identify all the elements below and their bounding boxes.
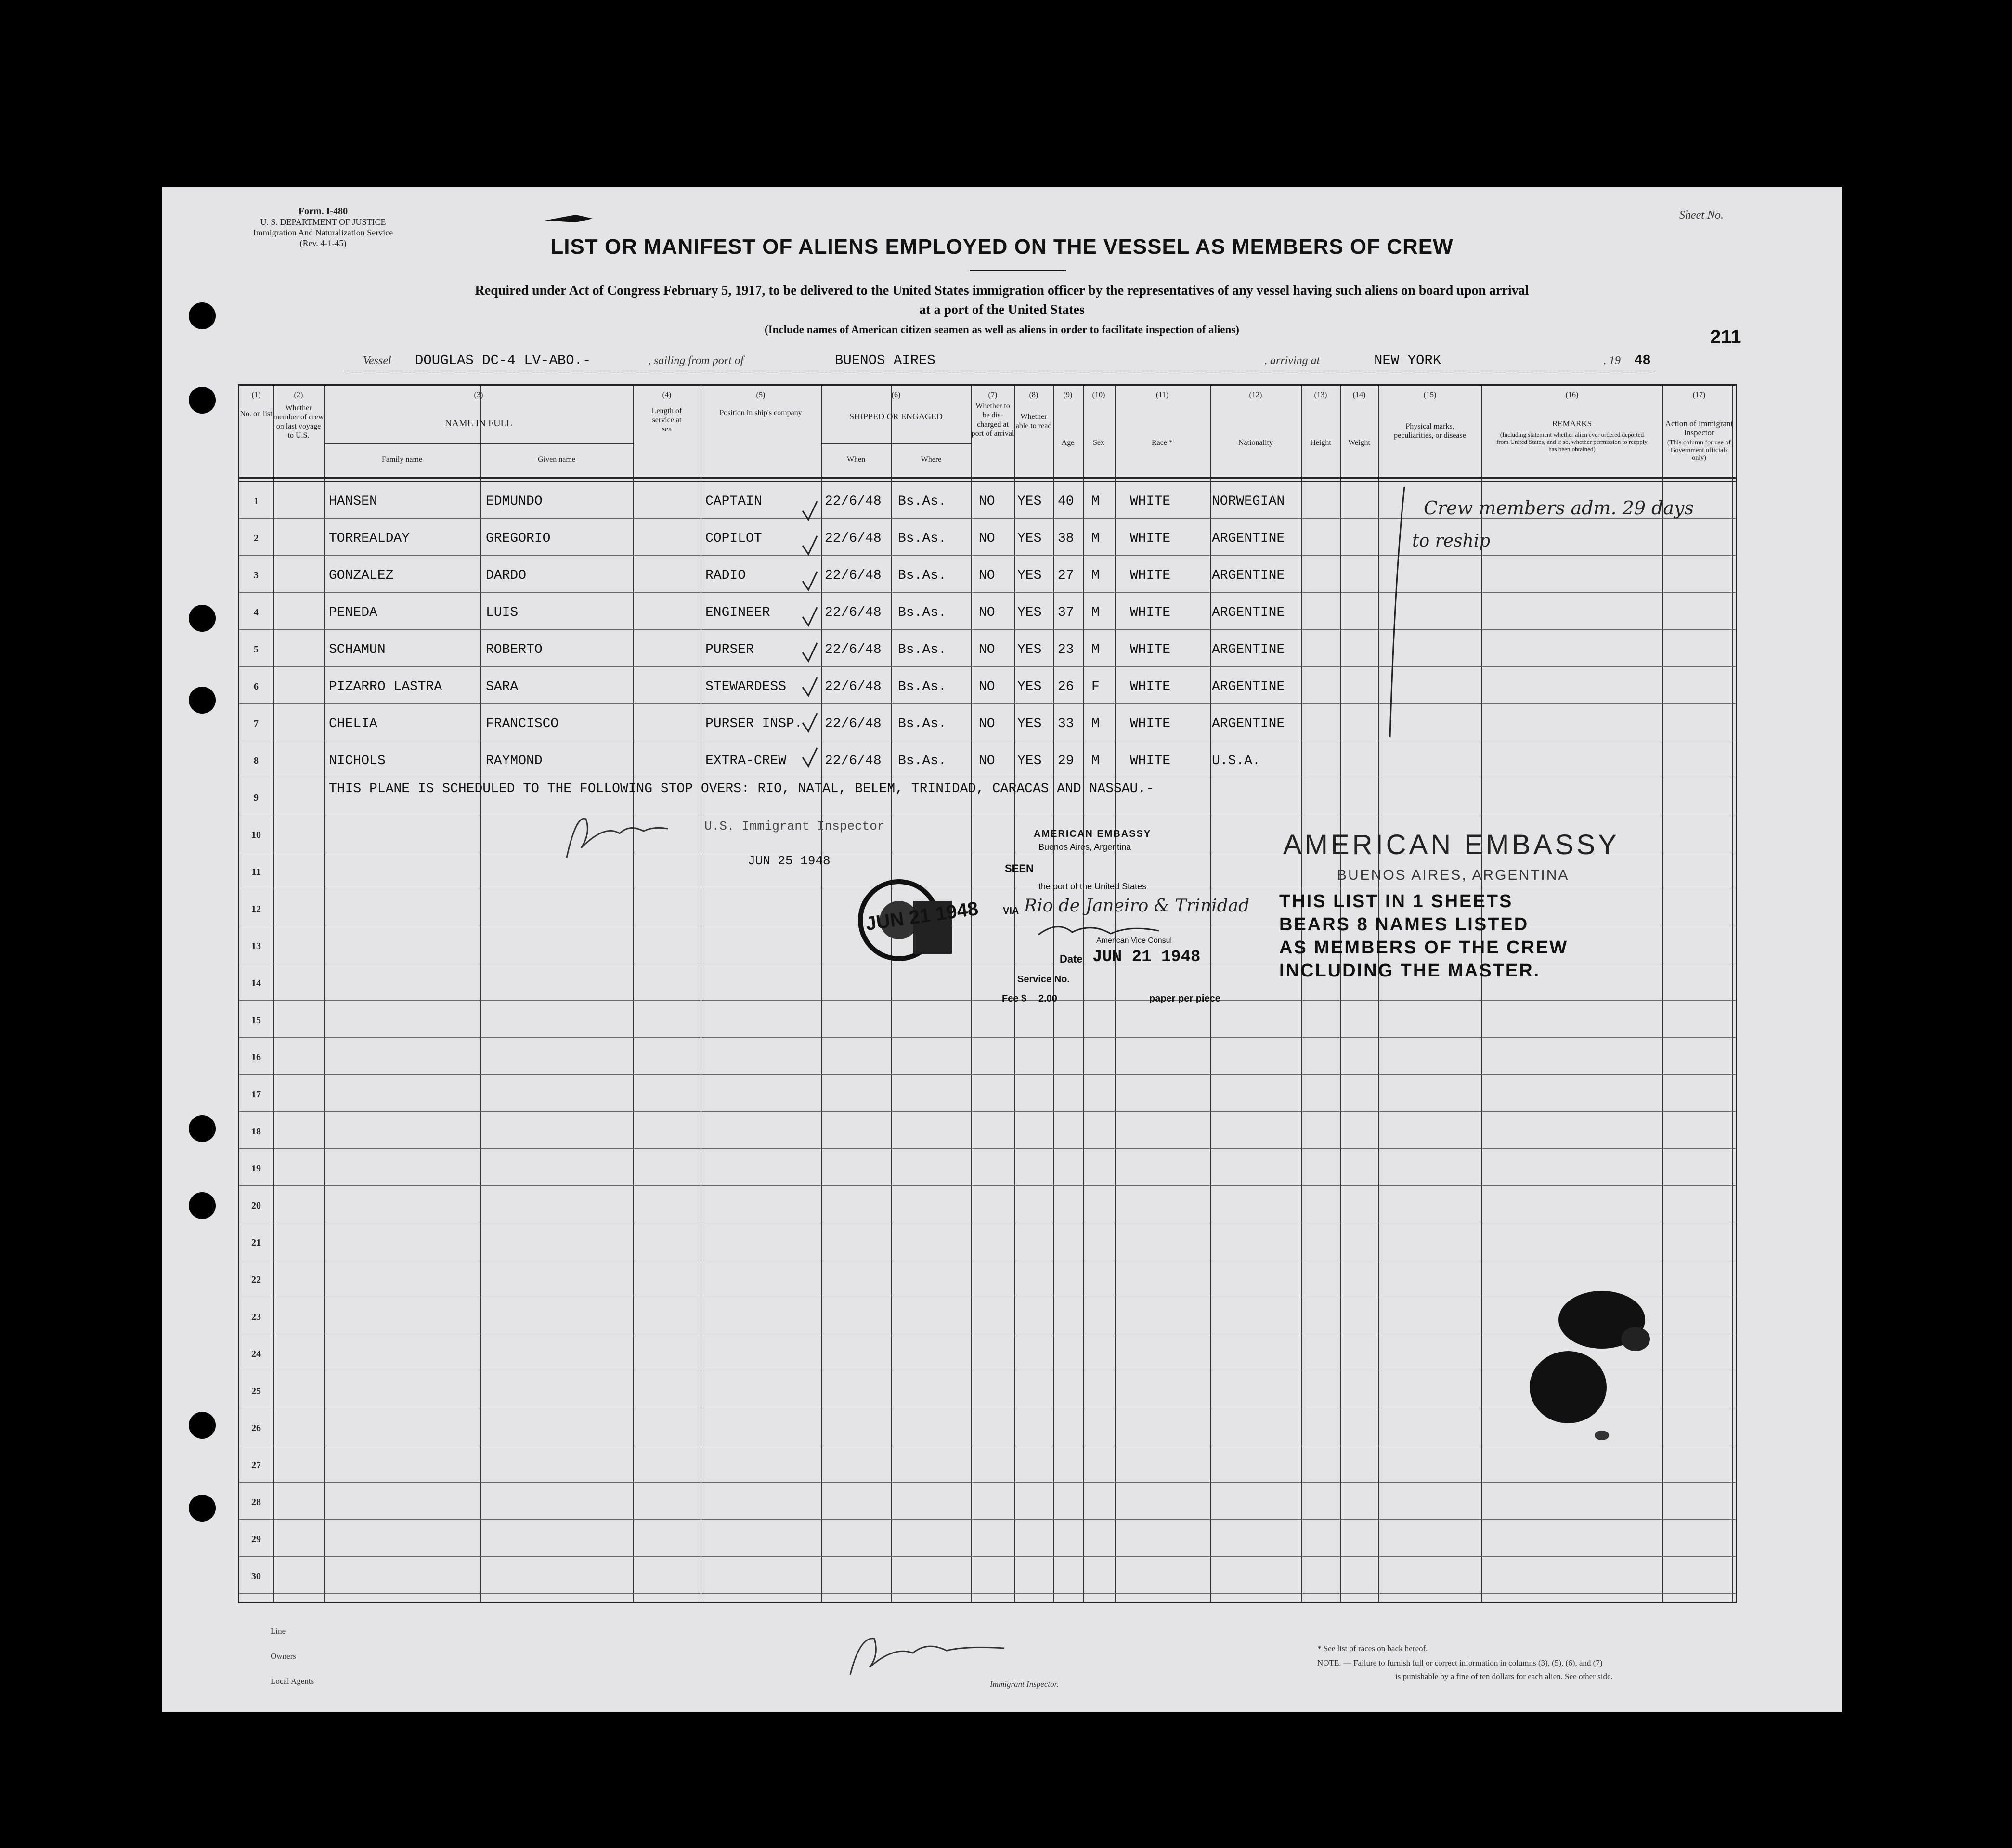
col-3b-header: Given name (538, 455, 575, 464)
footer-inspector-signature (841, 1627, 1014, 1679)
crew-read-cell: YES (1017, 494, 1042, 509)
form-revision: (Rev. 4-1-45) (299, 238, 347, 248)
crew-age-cell: 40 (1058, 494, 1074, 509)
crew-age-cell: 29 (1058, 754, 1074, 768)
crew-race-cell: WHITE (1130, 716, 1171, 731)
col-4-header: (4) Length of service at sea (651, 391, 682, 433)
crew-race-cell: WHITE (1130, 754, 1171, 768)
crew-given-cell: GREGORIO (486, 531, 551, 546)
crew-age-cell: 37 (1058, 605, 1074, 620)
row-number: 13 (251, 941, 261, 951)
row-number: 11 (251, 867, 261, 877)
arrow-mark (542, 210, 595, 229)
consular-fee-rest: paper per piece (1149, 993, 1220, 1004)
footer-note-fine-1: NOTE. — Failure to furnish full or correct information in columns (3), (5), (6), and (7) (1317, 1658, 1603, 1667)
consular-seen: SEEN (1005, 862, 1034, 874)
col-15-header: (15) Physical marks, peculiarities, or disease (1394, 391, 1466, 440)
manifest-table (238, 384, 1737, 1603)
crew-family-cell: CHELIA (329, 716, 377, 731)
row-9-note: THIS PLANE IS SCHEDULED TO THE FOLLOWING STOP OVERS: RIO, NATAL, BELEM, TRINIDAD, CARACAS AND NASSAU.- (329, 781, 1154, 796)
arrival-port: NEW YORK (1374, 352, 1441, 368)
col-6a-header: When (846, 455, 866, 464)
crew-read-cell: YES (1017, 568, 1042, 583)
crew-age-cell: 33 (1058, 716, 1074, 731)
sailing-label: , sailing from port of (648, 354, 744, 367)
crew-given-cell: ROBERTO (486, 642, 543, 657)
crew-given-cell: EDMUNDO (486, 494, 543, 509)
crew-where-cell: Bs.As. (898, 716, 947, 731)
row-number: 8 (254, 755, 259, 766)
crew-where-cell: Bs.As. (898, 642, 947, 657)
crew-family-cell: HANSEN (329, 494, 377, 509)
crew-position-cell: PURSER INSP. (705, 716, 803, 731)
consular-date-label: Date (1060, 953, 1083, 965)
col-3a-header: Family name (382, 455, 422, 464)
row-number: 1 (254, 496, 259, 507)
row-number: 9 (254, 793, 259, 803)
page-number: 211 (1710, 326, 1741, 348)
crew-position-cell: STEWARDESS (705, 679, 787, 694)
row-rule (239, 555, 1736, 556)
crew-nationality-cell: ARGENTINE (1212, 642, 1285, 657)
row-number: 15 (251, 1015, 261, 1026)
crew-race-cell: WHITE (1130, 568, 1171, 583)
crew-given-cell: DARDO (486, 568, 527, 583)
row-number: 17 (251, 1089, 261, 1100)
crew-nationality-cell: ARGENTINE (1212, 568, 1285, 583)
header-rule-2 (239, 481, 1736, 482)
row-number: 23 (251, 1312, 261, 1322)
crew-age-cell: 38 (1058, 531, 1074, 546)
crew-discharge-cell: NO (979, 605, 995, 620)
crew-nationality-cell: ARGENTINE (1212, 716, 1285, 731)
crew-discharge-cell: NO (979, 531, 995, 546)
consular-city: Buenos Aires, Argentina (1038, 842, 1131, 852)
crew-when-cell: 22/6/48 (825, 531, 882, 546)
crew-when-cell: 22/6/48 (825, 642, 882, 657)
seal-date: JUN 21 1948 (864, 898, 980, 935)
crew-nationality-cell: NORWEGIAN (1212, 494, 1285, 509)
col-1-header: (1) No. on list (240, 391, 273, 418)
arriving-label: , arriving at (1264, 354, 1320, 367)
punch-hole (189, 1412, 216, 1439)
crew-position-cell: EXTRA-CREW (705, 754, 787, 768)
crew-when-cell: 22/6/48 (825, 716, 882, 731)
crew-sex-cell: M (1091, 716, 1100, 731)
row-number: 10 (251, 830, 261, 840)
embassy-stamp-line-2: BUENOS AIRES, ARGENTINA (1337, 867, 1570, 883)
embassy-stamp-line-3: THIS LIST IN 1 SHEETS (1279, 891, 1513, 911)
col-10-header: (10) Sex (1092, 391, 1105, 447)
row-rule (239, 1593, 1736, 1594)
crew-read-cell: YES (1017, 754, 1042, 768)
crew-when-cell: 22/6/48 (825, 754, 882, 768)
punch-hole (189, 605, 216, 632)
row-number: 6 (254, 681, 259, 692)
row-number: 22 (251, 1275, 261, 1285)
col-5-header: (5) Position in ship's company (719, 391, 802, 417)
row-rule (239, 666, 1736, 667)
footer-agents-label: Local Agents (271, 1677, 314, 1686)
ink-blots (1510, 1276, 1703, 1469)
crew-age-cell: 26 (1058, 679, 1074, 694)
col-6b-header: Where (921, 455, 942, 464)
crew-where-cell: Bs.As. (898, 754, 947, 768)
punch-hole (189, 1115, 216, 1142)
consular-fee: 2.00 (1038, 993, 1057, 1004)
col-13-header: (13) Height (1310, 391, 1331, 447)
row-rule (239, 703, 1736, 704)
header-rule (239, 477, 1736, 479)
col-8-header: (8) Whether able to read (1015, 391, 1052, 430)
remarks-handwriting-1: Crew members adm. 29 days (1424, 497, 1694, 519)
row-rule (239, 1037, 1736, 1038)
punch-hole (189, 687, 216, 714)
remarks-handwriting-2: to reship (1412, 531, 1491, 551)
footer-line-label: Line (271, 1627, 286, 1636)
crew-nationality-cell: ARGENTINE (1212, 531, 1285, 546)
row-rule (239, 1074, 1736, 1075)
footer-note-races: * See list of races on back hereof. (1317, 1644, 1428, 1653)
row-number: 26 (251, 1423, 261, 1433)
footer-inspector-label: Immigrant Inspector. (990, 1679, 1059, 1689)
crew-where-cell: Bs.As. (898, 531, 947, 546)
col-9-header: (9) Age (1061, 391, 1075, 447)
crew-family-cell: TORREALDAY (329, 531, 410, 546)
crew-where-cell: Bs.As. (898, 568, 947, 583)
vice-consul-label: American Vice Consul (1096, 937, 1172, 945)
crew-nationality-cell: ARGENTINE (1212, 679, 1285, 694)
row-number: 3 (254, 570, 259, 581)
row-rule (239, 592, 1736, 593)
row-number: 16 (251, 1052, 261, 1063)
requirement-line-1: Required under Act of Congress February 5, 1917, to be delivered to the United States immigration officer by the representatives of any vessel having such aliens on board upon arrival (475, 283, 1529, 298)
sheet-number-label: Sheet No. (1679, 209, 1724, 221)
crew-when-cell: 22/6/48 (825, 605, 882, 620)
embassy-stamp-line-6: INCLUDING THE MASTER. (1279, 961, 1541, 981)
crew-sex-cell: F (1091, 679, 1100, 694)
crew-when-cell: 22/6/48 (825, 494, 882, 509)
crew-where-cell: Bs.As. (898, 679, 947, 694)
footer-owners-label: Owners (271, 1652, 296, 1661)
crew-position-cell: ENGINEER (705, 605, 770, 620)
punch-hole (189, 387, 216, 414)
crew-sex-cell: M (1091, 531, 1100, 546)
col-7-header: (7) Whether to be dis-charged at port of arrival (971, 391, 1014, 438)
crew-race-cell: WHITE (1130, 605, 1171, 620)
crew-family-cell: GONZALEZ (329, 568, 394, 583)
row-rule (239, 1000, 1736, 1001)
crew-read-cell: YES (1017, 716, 1042, 731)
row-number: 7 (254, 718, 259, 729)
crew-race-cell: WHITE (1130, 494, 1171, 509)
crew-read-cell: YES (1017, 642, 1042, 657)
crew-race-cell: WHITE (1130, 679, 1171, 694)
row-rule (239, 1185, 1736, 1186)
col-14-header: (14) Weight (1348, 391, 1370, 447)
crew-position-cell: CAPTAIN (705, 494, 762, 509)
row-number: 18 (251, 1126, 261, 1137)
row-number: 21 (251, 1237, 261, 1248)
consular-to-us: the port of the United States (1038, 882, 1147, 891)
crew-age-cell: 23 (1058, 642, 1074, 657)
row-number: 4 (254, 607, 259, 618)
row-number: 27 (251, 1460, 261, 1471)
crew-sex-cell: M (1091, 494, 1100, 509)
crew-sex-cell: M (1091, 605, 1100, 620)
vessel-label: Vessel (363, 354, 391, 367)
vessel-name: DOUGLAS DC-4 LV-ABO.- (415, 352, 591, 368)
crew-discharge-cell: NO (979, 679, 995, 694)
row-rule (239, 629, 1736, 630)
crew-discharge-cell: NO (979, 494, 995, 509)
crew-read-cell: YES (1017, 531, 1042, 546)
consular-via-label: VIA (1003, 906, 1019, 916)
title-rule (970, 270, 1066, 271)
col-11-header: (11) Race * (1152, 391, 1173, 447)
row-number: 12 (251, 904, 261, 914)
form-service: Immigration And Naturalization Service (253, 228, 393, 237)
crew-given-cell: SARA (486, 679, 519, 694)
col-6-header: (6) SHIPPED OR ENGAGED (849, 391, 943, 421)
crew-sex-cell: M (1091, 568, 1100, 583)
year-value: 48 (1634, 352, 1651, 368)
row-number: 29 (251, 1534, 261, 1545)
crew-position-cell: RADIO (705, 568, 746, 583)
crew-discharge-cell: NO (979, 716, 995, 731)
requirement-line-2: at a port of the United States (919, 302, 1085, 317)
row-number: 25 (251, 1386, 261, 1396)
crew-age-cell: 27 (1058, 568, 1074, 583)
crew-family-cell: SCHAMUN (329, 642, 386, 657)
crew-race-cell: WHITE (1130, 642, 1171, 657)
sailing-port: BUENOS AIRES (835, 352, 935, 368)
crew-nationality-cell: U.S.A. (1212, 754, 1260, 768)
crew-where-cell: Bs.As. (898, 494, 947, 509)
footer-note-fine-2: is punishable by a fine of ten dollars for each alien. See other side. (1395, 1672, 1613, 1681)
crew-family-cell: NICHOLS (329, 754, 386, 768)
crew-position-cell: PURSER (705, 642, 754, 657)
row-number: 20 (251, 1200, 261, 1211)
row-rule (239, 1556, 1736, 1557)
col-12-header: (12) Nationality (1238, 391, 1273, 447)
row-rule (239, 1148, 1736, 1149)
row-number: 19 (251, 1163, 261, 1174)
crew-position-cell: COPILOT (705, 531, 762, 546)
embassy-stamp-line-1: AMERICAN EMBASSY (1283, 829, 1620, 860)
crew-race-cell: WHITE (1130, 531, 1171, 546)
crew-nationality-cell: ARGENTINE (1212, 605, 1285, 620)
consular-via: Rio de Janeiro & Trinidad (1024, 896, 1250, 916)
crew-family-cell: PIZARRO LASTRA (329, 679, 442, 694)
consular-service-label: Service No. (1017, 974, 1070, 985)
inspector-stamp-date: JUN 25 1948 (748, 854, 831, 868)
crew-family-cell: PENEDA (329, 605, 377, 620)
requirement-line-3: (Include names of American citizen seamen as well as aliens in order to facilitate inspection of aliens) (765, 324, 1239, 336)
col-16-header: (16) REMARKS (Including statement whether alien ever ordered deported from United States, and if so, whether permission to reapply has been obtained) (1496, 391, 1648, 453)
crew-when-cell: 22/6/48 (825, 568, 882, 583)
crew-discharge-cell: NO (979, 642, 995, 657)
row-rule (239, 1111, 1736, 1112)
row-number: 30 (251, 1571, 261, 1582)
col-3-header: (3) NAME IN FULL (445, 391, 512, 429)
crew-given-cell: FRANCISCO (486, 716, 559, 731)
row-number: 2 (254, 533, 259, 544)
col-17-header: (17) Action of Immigrant Inspector (This column for use of Government officials only) (1665, 391, 1733, 462)
crew-given-cell: RAYMOND (486, 754, 543, 768)
crew-discharge-cell: NO (979, 754, 995, 768)
crew-discharge-cell: NO (979, 568, 995, 583)
crew-where-cell: Bs.As. (898, 605, 947, 620)
crew-read-cell: YES (1017, 605, 1042, 620)
embassy-stamp-line-5: AS MEMBERS OF THE CREW (1279, 937, 1569, 958)
row-number: 14 (251, 978, 261, 989)
form-title: LIST OR MANIFEST OF ALIENS EMPLOYED ON THE VESSEL AS MEMBERS OF CREW (550, 235, 1454, 259)
consular-date: JUN 21 1948 (1092, 948, 1201, 966)
punch-hole (189, 1495, 216, 1522)
year-prefix: , 19 (1603, 354, 1621, 367)
row-rule (239, 1482, 1736, 1483)
crew-sex-cell: M (1091, 754, 1100, 768)
crew-when-cell: 22/6/48 (825, 679, 882, 694)
col-2-header: (2) Whether member of crew on last voyage to U.S. (273, 391, 324, 440)
form-number: Form. I-480 (298, 206, 348, 217)
embassy-stamp-line-4: BEARS 8 NAMES LISTED (1279, 914, 1529, 935)
consular-embassy: AMERICAN EMBASSY (1034, 829, 1152, 839)
crew-read-cell: YES (1017, 679, 1042, 694)
manifest-sheet (162, 187, 1842, 1712)
row-number: 28 (251, 1497, 261, 1508)
crew-sex-cell: M (1091, 642, 1100, 657)
inspector-stamp-line: U.S. Immigrant Inspector (704, 819, 885, 833)
remarks-bracket (1385, 482, 1409, 742)
punch-hole (189, 1192, 216, 1219)
row-number: 5 (254, 644, 259, 655)
inspector-signature (547, 805, 673, 867)
form-dept: U. S. DEPARTMENT OF JUSTICE (260, 217, 386, 227)
consular-fee-label: Fee $ (1002, 993, 1027, 1004)
row-number: 24 (251, 1349, 261, 1359)
crew-given-cell: LUIS (486, 605, 519, 620)
row-rule (239, 1519, 1736, 1520)
